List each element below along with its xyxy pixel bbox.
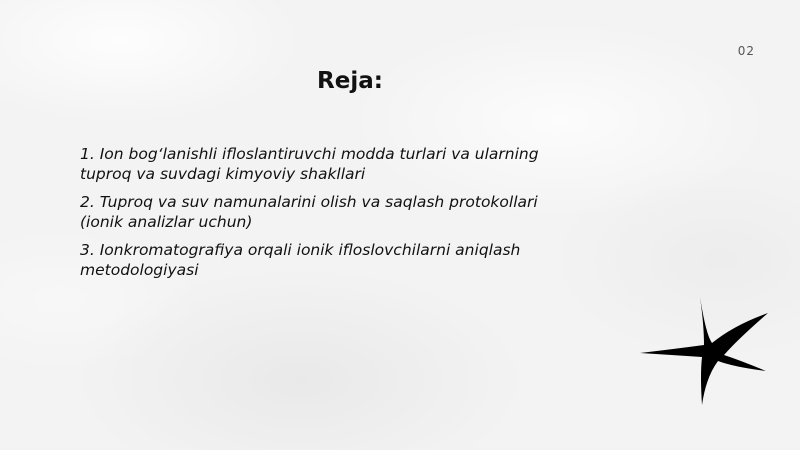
agenda-item-1: 1. Ion bog‘lanishli ifloslantiruvchi modda turlari va ularning tuproq va suvdagi kimyoviy shakllari <box>80 145 539 183</box>
agenda-list <box>80 144 580 288</box>
page-number: 02 <box>737 44 755 58</box>
slide-title: Reja: <box>317 68 383 94</box>
agenda-item-3: 3. Ionkromatografiya orqali ionik ifloslovchilarni aniqlash metodologiyasi <box>80 241 521 279</box>
four-point-star-icon <box>638 295 770 407</box>
agenda-item-2: 2. Tuproq va suv namunalarini olish va saqlash protokollari (ionik analizlar uchun) <box>80 193 538 231</box>
